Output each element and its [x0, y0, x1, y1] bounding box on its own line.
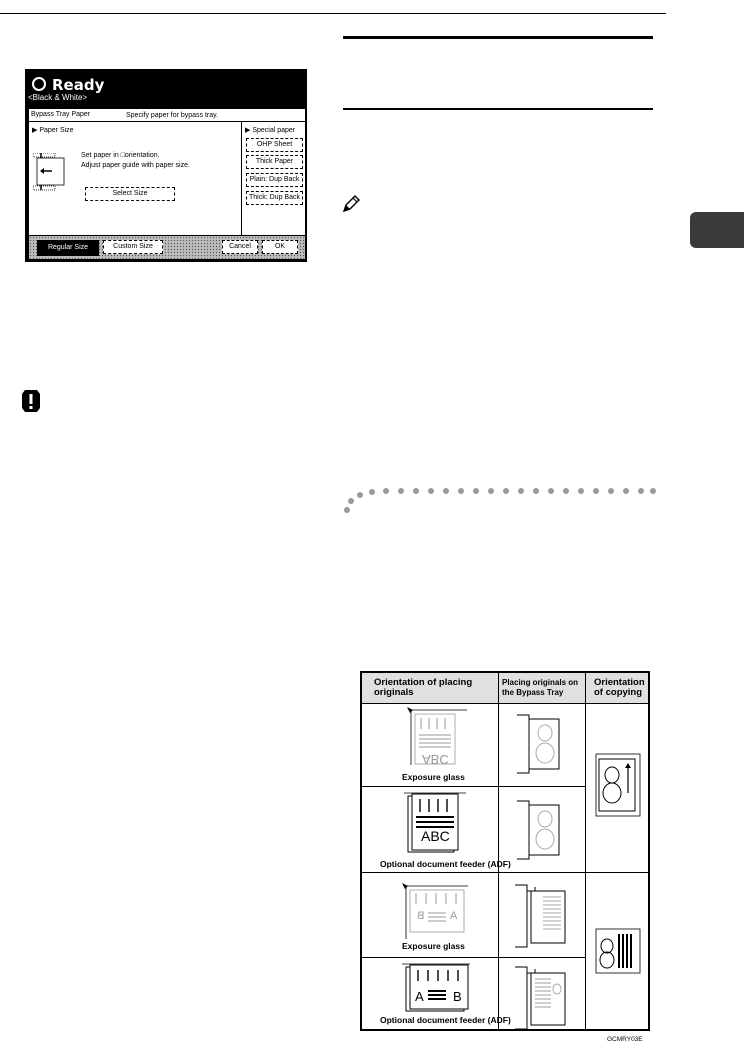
- regular-size-tab[interactable]: Regular Size: [37, 240, 99, 256]
- adf-abc-text: ABC: [421, 828, 450, 844]
- color-mode-label: <Black & White>: [28, 93, 88, 102]
- bypass-tray-landscape-1: [513, 883, 569, 949]
- header-placing-originals: Orientation of placing originals: [362, 673, 498, 703]
- ready-status: [32, 76, 104, 94]
- section-top-rule: [343, 36, 653, 39]
- status-bar: [25, 69, 307, 105]
- tray-instruction: Specify paper for bypass tray.: [126, 112, 219, 119]
- thick-paper-button[interactable]: Thick Paper: [246, 155, 303, 169]
- special-paper-label: ▶ Special paper: [245, 127, 296, 134]
- col-divider-1: [498, 673, 499, 1029]
- row-divider-2: [362, 872, 648, 873]
- ready-text: Ready: [52, 76, 105, 94]
- caption-exposure-glass-2: Exposure glass: [402, 941, 465, 951]
- copy-orientation-portrait: [595, 753, 641, 817]
- header-bypass-tray: Placing originals on the Bypass Tray: [499, 673, 585, 703]
- bypass-tray-dialog: [28, 108, 306, 236]
- header-rule: [0, 13, 666, 14]
- orientation-table: [360, 671, 650, 1031]
- ohp-sheet-button[interactable]: OHP Sheet: [246, 138, 303, 152]
- bottom-bar: [28, 235, 306, 260]
- copy-orientation-landscape: [595, 928, 641, 974]
- caption-exposure-glass-1: Exposure glass: [402, 772, 465, 782]
- thick-dup-back-button[interactable]: Thick: Dup Back: [246, 191, 303, 205]
- bypass-tray-landscape-2: [513, 965, 569, 1031]
- header-divider: [362, 703, 648, 704]
- row-divider-3: [362, 957, 585, 958]
- row-divider-1: [362, 786, 585, 787]
- note-pencil-icon: [340, 193, 362, 215]
- adf-portrait-illustration: [402, 790, 466, 858]
- adf-a-text: A: [415, 989, 424, 1004]
- message-line-1: Set paper in □orientation.: [81, 152, 160, 159]
- mirrored-abc-text: ABC: [422, 752, 449, 767]
- col-divider-2: [585, 673, 586, 1029]
- select-size-button[interactable]: Select Size: [85, 187, 175, 201]
- caption-adf-2: Optional document feeder (ADF): [380, 1015, 511, 1025]
- tray-title: Bypass Tray Paper: [31, 111, 91, 118]
- caption-adf-1: Optional document feeder (ADF): [380, 859, 511, 869]
- paper-feed-arrow-icon: [33, 153, 67, 191]
- section-bottom-rule: [343, 108, 653, 110]
- cancel-button[interactable]: Cancel: [222, 240, 258, 254]
- mirrored-a-text: A: [450, 910, 458, 922]
- paper-size-label: ▶ Paper Size: [32, 127, 74, 134]
- chapter-tab: [690, 212, 744, 248]
- message-line-2: Adjust paper guide with paper size.: [81, 162, 190, 169]
- adf-b-text: B: [453, 989, 462, 1004]
- bypass-tray-portrait-2: [515, 799, 565, 861]
- ready-ring-icon: [32, 77, 46, 91]
- exposure-glass-landscape-illustration: [402, 883, 468, 939]
- header-copying: Orientation of copying: [586, 673, 648, 703]
- title-divider: [29, 121, 305, 122]
- figure-credit: GCMRY03E: [607, 1036, 643, 1043]
- mirrored-b-text: B: [417, 910, 425, 922]
- important-icon: [19, 388, 43, 414]
- note-dotted-separator: [340, 487, 656, 515]
- bypass-tray-portrait-1: [515, 713, 565, 775]
- column-divider: [241, 121, 242, 235]
- custom-size-tab[interactable]: Custom Size: [103, 240, 163, 254]
- bypass-tray-screen: [25, 69, 307, 262]
- plain-dup-back-button[interactable]: Plain: Dup Back: [246, 173, 303, 187]
- ok-button[interactable]: OK: [262, 240, 298, 254]
